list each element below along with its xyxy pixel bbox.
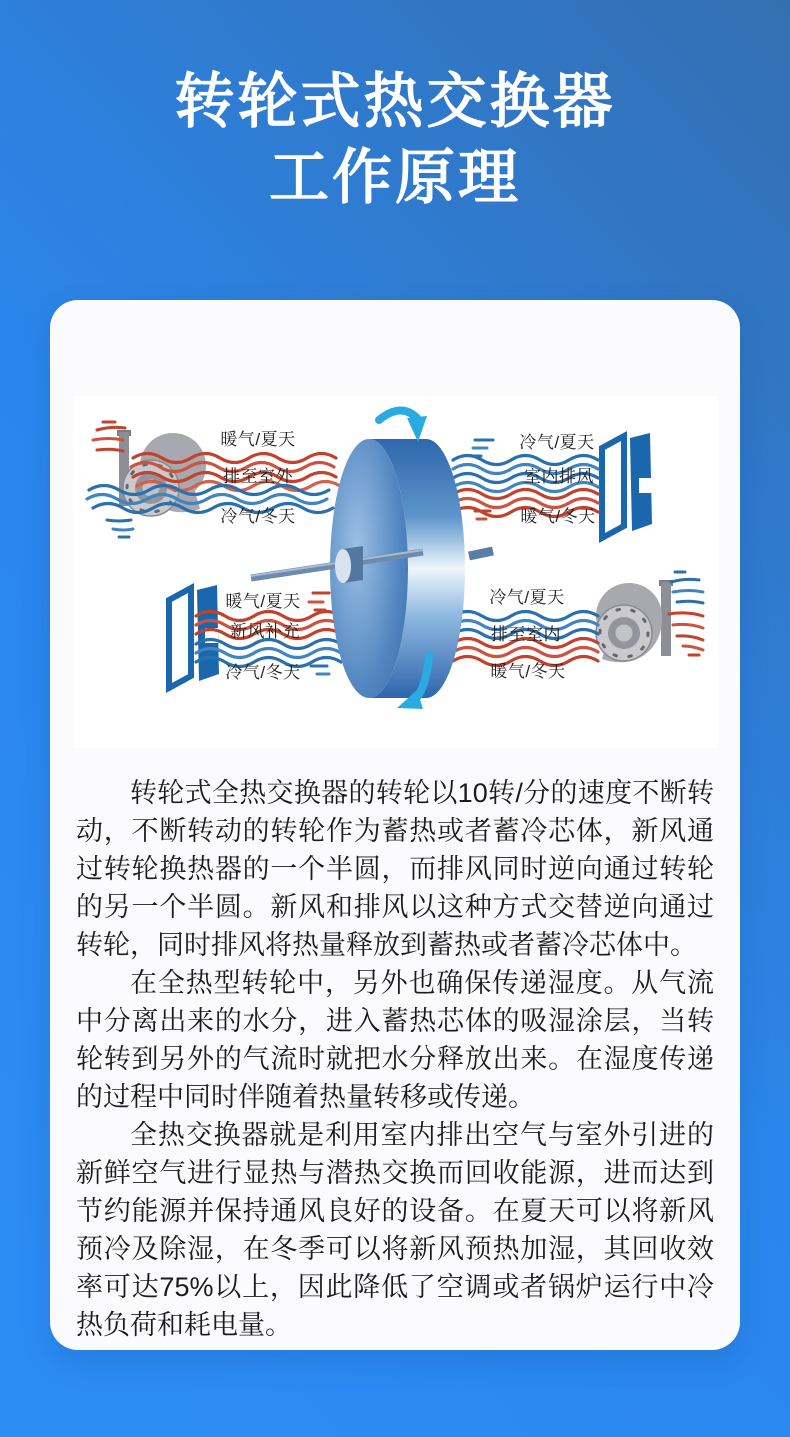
window-icon: [169, 585, 219, 688]
airflow-label-top-right-2: 室内排风: [523, 467, 594, 486]
rotation-arrow-top-icon: [379, 410, 427, 442]
airflow-label-bottom-right-1: 冷气/夏天: [488, 588, 565, 607]
content-card: [50, 300, 740, 1350]
page-title: [0, 0, 790, 216]
airflow-label-top-left-2: 排至室外: [222, 467, 293, 486]
airflow-label-bottom-left-2: 新风补充: [229, 622, 300, 641]
article-text: [76, 774, 714, 1344]
exhaust-fan-icon: [596, 580, 673, 662]
heat-exchanger-diagram: [73, 396, 718, 748]
title-line-1: 转轮式热交换器: [174, 68, 616, 135]
airflow-label-top-left-3: 冷气/冬天: [219, 507, 296, 526]
airflow-label-bottom-left-3: 冷气/冬天: [224, 663, 301, 682]
airflow-label-bottom-right-2: 排至室内: [490, 625, 561, 644]
airflow-label-top-left-1: 暖气/夏天: [219, 430, 296, 449]
airflow-label-bottom-left-1: 暖气/夏天: [224, 592, 301, 611]
paragraph-1: 转轮式全热交换器的转轮以10转/分的速度不断转动，不断转动的转轮作为蓄热或者蓄冷芯体，新风通过转轮换热器的一个半圆，而排风同时逆向通过转轮的另一个半圆。新风和排风以这种方式交替逆向通过转轮，同时排风将热量释放到蓄热或者蓄冷芯体中。: [76, 778, 714, 960]
title-line-2: 工作原理: [269, 144, 521, 211]
heat-exchanger-diagram-svg: [73, 396, 718, 748]
window-icon: [602, 433, 652, 538]
paragraph-3: 全热交换器就是利用室内排出空气与室外引进的新鲜空气进行显热与潜热交换而回收能源，进而达到节约能源并保持通风良好的设备。在夏天可以将新风预冷及除湿，在冬季可以将新风预热加湿，其回收效率可达75%以上，因此降低了空调或者锅炉运行中冷热负荷和耗电量。: [76, 1120, 714, 1340]
airflow-label-bottom-right-3: 暖气/冬天: [489, 662, 566, 681]
airflow-label-top-right-1: 冷气/夏天: [518, 433, 595, 452]
paragraph-2: 在全热型转轮中，另外也确保传递湿度。从气流中分离出来的水分，进入蓄热芯体的吸湿涂层，当转轮转到另外的气流时就把水分释放出来。在湿度传递的过程中同时伴随着热量转移或传递。: [76, 968, 714, 1112]
airflow-label-top-right-3: 暖气/冬天: [519, 507, 596, 526]
